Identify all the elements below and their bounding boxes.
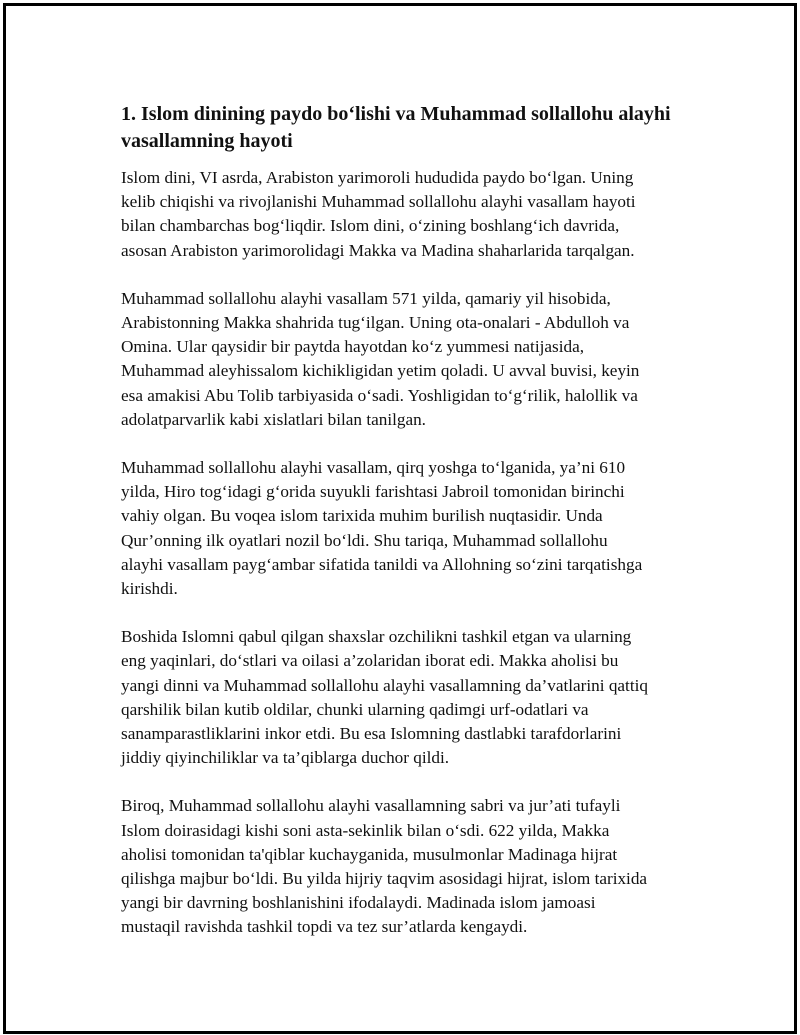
page-frame bbox=[3, 3, 797, 1034]
paragraph-4: Boshida Islomni qabul qilgan shaxslar ozchilikni tashkil etgan va ularning eng yaqinlari, do‘stlari va oilasi a’zolaridan iborat edi. Makka aholisi bu yangi dinni va Muhammad sollallohu alayhi vasallamning da’vatlarini qattiq qarshilik bilan kutib oldilar, chunki ularning qadimgi urf-odatlari va sanamparastliklarini inkor etdi. Bu esa Islomning dastlabki tarafdorlarini jiddiy qiyinchiliklar va ta’qiblarga duchor qildi. bbox=[121, 627, 648, 768]
paragraph-1: Islom dini, VI asrda, Arabiston yarimoroli hududida paydo bo‘lgan. Uning kelib chiqishi va rivojlanishi Muhammad sollallohu alayhi vasallam hayoti bilan chambarchas bog‘liqdir. Islom dini, o‘zining boshlang‘ich davrida, asosan Arabiston yarimorolidagi Makka va Madina shaharlarida tarqalgan. bbox=[121, 168, 636, 260]
paragraph-5: Biroq, Muhammad sollallohu alayhi vasallamning sabri va jur’ati tufayli Islom doirasidagi kishi soni asta-sekinlik bilan o‘sdi. 622 yilda, Makka aholisi tomonidan ta'qiblar kuchayganida, musulmonlar Madinaga hijrat qilishga majbur bo‘ldi. Bu yilda hijriy taqvim asosidagi hijrat, islom tarixida yangi bir davrning boshlanishini ifodalaydi. Madinada islom jamoasi mustaqil ravishda tashkil topdi va tez sur’atlarda kengaydi. bbox=[121, 796, 648, 937]
section-title: 1. Islom dinining paydo bo‘lishi va Muhammad sollallohu alayhi vasallamning hayoti bbox=[121, 103, 671, 152]
paragraph-3: Muhammad sollallohu alayhi vasallam, qirq yoshga to‘lganida, ya’ni 610 yilda, Hiro tog‘idagi g‘orida suyukli farishtasi Jabroil tomonidan birinchi vahiy olgan. Bu voqea islom tarixida muhim burilish nuqtasidir. Unda Qur’onning ilk oyatlari nozil bo‘ldi. Shu tariqa, Muhammad sollallohu alayhi vasallam payg‘ambar sifatida tanildi va Allohning so‘zini tarqatishga kirishdi. bbox=[121, 458, 643, 599]
paragraph-2: Muhammad sollallohu alayhi vasallam 571 yilda, qamariy yil hisobida, Arabistonning Makka shahrida tug‘ilgan. Uning ota-onalari - Abdulloh va Omina. Ular qaysidir bir paytda hayotdan ko‘z yummesi natijasida, Muhammad aleyhissalom kichikligidan yetim qoladi. U avval buvisi, keyin esa amakisi Abu Tolib tarbiyasida o‘sadi. Yoshligidan to‘g‘rilik, halollik va adolatparvarlik kabi xislatlari bilan tanilgan. bbox=[121, 288, 640, 429]
document-body bbox=[121, 101, 686, 964]
